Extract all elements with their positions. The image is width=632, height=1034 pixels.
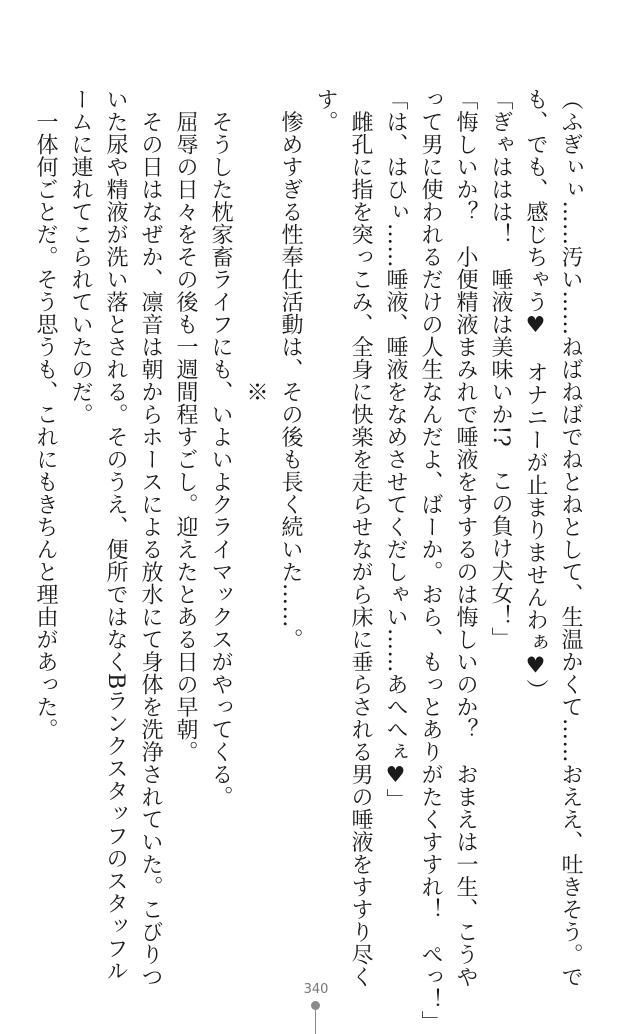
text-line: （ふぎぃぃ……汚い……ねばねばでねとねとして、生温かくて……おええ、吐きそう。で: [558, 88, 583, 988]
text-line: 一体何ごとだ。そう思うも、これにもきちんと理由があった。: [33, 88, 58, 741]
text-line: す。: [313, 88, 338, 133]
text-line: 「ぎゃははは！ 唾液は美味いか!? この負け犬女！」: [488, 88, 513, 650]
folio-line: [315, 1009, 316, 1034]
text-line: そうした枕家畜ライフにも、いよいよクライマックスがやってくる。: [208, 88, 233, 808]
page-number: 340: [303, 982, 329, 997]
text-line: いた尿や精液が洗い落とされる。そのうえ、便所ではなくBランクスタッフのスタッフル: [103, 88, 128, 983]
text-line: 「悔しいか？ 小便精液まみれで唾液をすするのは悔しいのか？ おまえは一生、こうや: [453, 88, 478, 988]
section-break-mark: ※: [243, 88, 268, 403]
text-line: 惨めすぎる性奉仕活動は、その後も長く続いた……。: [278, 88, 303, 651]
text-line: 「は、はひぃ……唾液、唾液をなめさせてくだしゃい……あへへぇ♥」: [383, 88, 408, 811]
text-line: 雌孔に指を突っこみ、全身に快楽を走らせながら床に垂らされる男の唾液をすすり尽く: [348, 88, 373, 988]
text-line: って男に使われるだけの人生なんだよ、ばーか。おら、もっとありがたくすすれ！ ぺっ！」: [418, 88, 443, 1033]
text-line: その日はなぜか、凛音は朝からホースによる放水にて身体を洗浄されていた。こびりつ: [138, 88, 163, 988]
text-line: も、でも、感じちゃう♥ オナニーが止まりませんわぁ♥）: [523, 88, 548, 702]
text-line: 屈辱の日々をその後も一週間程すごし。迎えたとある日の早朝。: [173, 88, 198, 763]
text-line: ームに連れてこられていたのだ。: [68, 88, 93, 426]
